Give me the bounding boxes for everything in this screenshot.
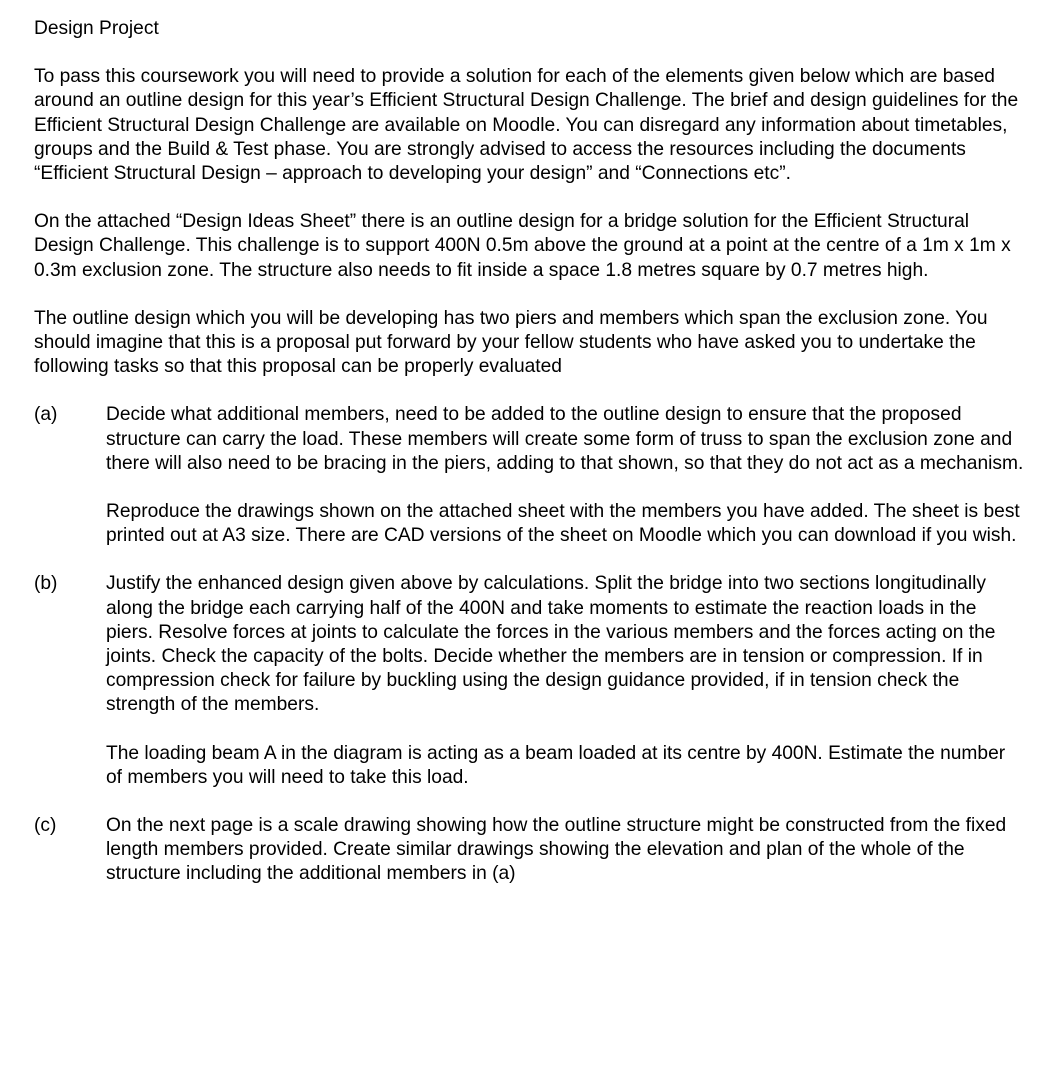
task-item-b <box>34 572 1024 790</box>
task-body-b <box>106 572 1024 790</box>
task-body-a <box>106 403 1024 548</box>
task-a-paragraph-2: Reproduce the drawings shown on the attached sheet with the members you have added. The sheet is best printed out at A3 size. There are CAD versions of the sheet on Moodle which you can download if you wish. <box>106 501 1020 547</box>
task-b-paragraph-2: The loading beam A in the diagram is acting as a beam loaded at its centre by 400N. Estimate the number of members you will need to take this load. <box>106 742 1006 788</box>
task-body-c <box>106 814 1024 887</box>
document-page <box>34 17 1024 911</box>
intro-paragraph-1: To pass this coursework you will need to provide a solution for each of the elements given below which are based around an outline design for this year’s Efficient Structural Design Challenge. The brief and design guidelines for the Efficient Structural Design Challenge are available on Moodle. You can disregard any information about timetables, groups and the Build & Test phase. You are strongly advised to access the resources including the documents “Efficient Structural Design – approach to developing your design” and “Connections etc”. <box>34 66 1019 185</box>
task-c-paragraph-1: On the next page is a scale drawing showing how the outline structure might be constructed from the fixed length members provided. Create similar drawings showing the elevation and plan of the whole of the structure including the additional members in (a) <box>106 815 1007 885</box>
intro-paragraph-3: The outline design which you will be developing has two piers and members which span the exclusion zone. You should imagine that this is a proposal put forward by your fellow students who have asked you to undertake the following tasks so that this proposal can be properly evaluated <box>34 307 988 378</box>
task-label-c: (c) <box>34 815 57 837</box>
document-title: Design Project <box>34 18 159 39</box>
task-label-a: (a) <box>34 404 58 426</box>
task-label-b: (b) <box>34 573 58 595</box>
task-item-a <box>34 403 1024 548</box>
task-a-paragraph-1: Decide what additional members, need to be added to the outline design to ensure that the proposed structure can carry the load. These members will create some form of truss to span the exclusion zone and there will also need to be bracing in the piers, adding to that shown, so that they do not act as a mechanism. <box>106 404 1024 474</box>
task-b-paragraph-1: Justify the enhanced design given above by calculations. Split the bridge into two sections longitudinally along the bridge each carrying half of the 400N and take moments to estimate the reaction loads in the piers. Resolve forces at joints to calculate the forces in the various members and the forces acting on the joints. Check the capacity of the bolts. Decide whether the members are in tension or compression. If in compression check for failure by buckling using the design guidance provided, if in tension check the strength of the members. <box>106 573 996 716</box>
intro-paragraph-2: On the attached “Design Ideas Sheet” there is an outline design for a bridge solution for the Efficient Structural Design Challenge. This challenge is to support 400N 0.5m above the ground at a point at the centre of a 1m x 1m x 0.3m exclusion zone. The structure also needs to fit inside a space 1.8 metres square by 0.7 metres high. <box>34 211 1011 281</box>
task-item-c <box>34 814 1024 887</box>
